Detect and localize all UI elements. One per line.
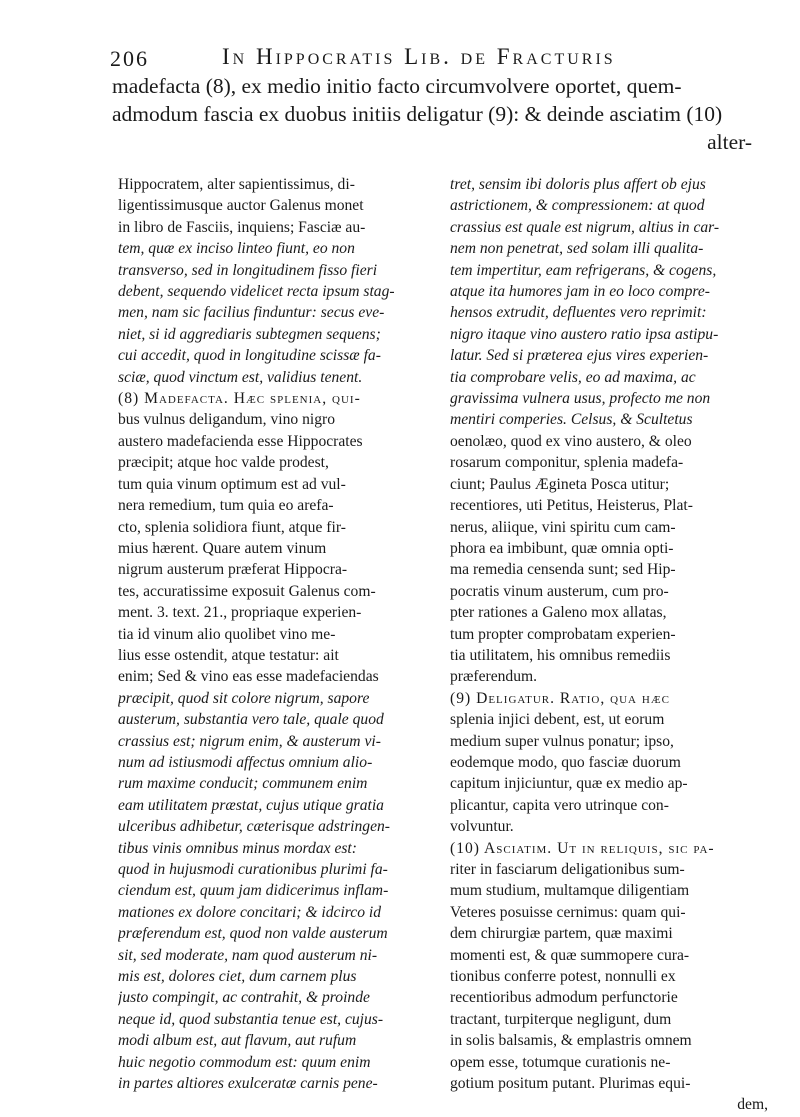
- text-line: tionibus conferre potest, nonnulli ex: [450, 968, 676, 986]
- text-line: ulceribus adhibetur, cæterisque adstringen-: [118, 818, 390, 836]
- note-heading-8: (8) Madefacta. Hæc splenia, qui-: [118, 390, 361, 408]
- page-number: 206: [110, 46, 149, 71]
- text-line: latur. Sed si præterea ejus vires experien-: [450, 347, 709, 365]
- text-line: tem impertitur, eam refrigerans, & cogens,: [450, 261, 717, 279]
- text-line: tractant, turpiterque negligunt, dum: [450, 1010, 672, 1028]
- text-line: tem, quæ ex inciso linteo fiunt, eo non: [118, 240, 355, 258]
- text-line: in partes altiores exulceratæ carnis pene-: [118, 1075, 378, 1093]
- text-line: mis est, dolores ciet, dum carnem plus: [118, 968, 357, 986]
- text-line: phora ea imbibunt, quæ omnia opti-: [450, 539, 674, 557]
- intro-line: alter-: [707, 130, 752, 154]
- text-line: cui accedit, quod in longitudine scissæ fa-: [118, 347, 381, 365]
- text-line: debent, sequendo videlicet recta ipsum stag-: [118, 283, 395, 301]
- text-line: bus vulnus deligandum, vino nigro: [118, 411, 336, 429]
- text-line: nigrum austerum præferat Hippocra-: [118, 561, 348, 579]
- text-line: dem,: [737, 1096, 768, 1114]
- text-line: gravissima vulnera usus, profecto me non: [450, 390, 711, 408]
- text-line: rosarum componitur, splenia madefa-: [450, 454, 684, 472]
- text-line: crassius est; nigrum enim, & austerum vi-: [118, 732, 381, 750]
- text-line: cto, splenia solidiora fiunt, atque fir-: [118, 518, 346, 536]
- text-line: præferendum est, quod non valde austerum: [118, 925, 388, 943]
- text-line: lius esse ostendit, atque testatur: ait: [118, 646, 339, 664]
- text-line: in solis balsamis, & emplastris omnem: [450, 1032, 692, 1050]
- text-line: astrictionem, & compressionem: at quod: [450, 197, 705, 215]
- text-line: ciunt; Paulus Ægineta Posca utitur;: [450, 475, 670, 493]
- text-line: tes, accuratissime exposuit Galenus com-: [118, 582, 376, 600]
- text-line: tia utilitatem, his omnibus remediis: [450, 646, 671, 664]
- text-line: tum quia vinum optimum est ad vul-: [118, 475, 346, 493]
- text-line: præcipit, quod sit colore nigrum, sapore: [118, 689, 370, 707]
- text-line: capitum injiciuntur, quæ ex medio ap-: [450, 775, 688, 793]
- text-line: recentiores, uti Petitus, Heisterus, Plat-: [450, 497, 693, 515]
- text-line: ligentissimusque auctor Galenus monet: [118, 197, 364, 215]
- text-line: in libro de Fasciis, inquiens; Fasciæ au-: [118, 218, 366, 236]
- text-line: volvuntur.: [450, 818, 514, 836]
- running-header: [110, 44, 770, 74]
- text-line: mationes ex dolore concitari; & idcirco id: [118, 903, 382, 921]
- text-line: medium super vulnus ponatur; ipso,: [450, 732, 674, 750]
- text-line: transverso, sed in longitudinem fisso fieri: [118, 261, 378, 279]
- text-line: Veteres posuisse cernimus: quam qui-: [450, 903, 686, 921]
- text-line: oenolæo, quod ex vino austero, & oleo: [450, 432, 692, 450]
- text-line: atque ita humores jam in eo loco compre-: [450, 283, 710, 301]
- text-line: plicantur, capita vero utrinque con-: [450, 796, 669, 814]
- text-line: tibus vinis omnibus minus mordax est:: [118, 839, 357, 857]
- text-line: neque id, quod substantia tenue est, cujus-: [118, 1010, 384, 1028]
- text-line: dem chirurgiæ partem, quæ maximi: [450, 925, 673, 943]
- text-line: mentiri comperies. Celsus, & Scultetus: [450, 411, 693, 429]
- text-line: eam utilitatem præstat, cujus utique gratia: [118, 796, 384, 814]
- text-line: pocratis vinum austerum, cum pro-: [450, 582, 669, 600]
- text-line: momenti est, & quæ summopere cura-: [450, 946, 690, 964]
- note-heading-9: (9) Deligatur. Ratio, qua hæc: [450, 689, 670, 707]
- text-line: enim; Sed & vino eas esse madefaciendas: [118, 668, 379, 686]
- commentary-right-column: [450, 174, 768, 1116]
- text-line: gotium positum putant. Plurimas equi-: [450, 1075, 691, 1093]
- text-line: tia id vinum alio quolibet vino me-: [118, 625, 336, 643]
- text-line: recentioribus admodum perfunctorie: [450, 989, 678, 1007]
- text-line: tret, sensim ibi doloris plus affert ob ejus: [450, 176, 706, 193]
- text-line: Hippocratem, alter sapientissimus, di-: [118, 176, 355, 193]
- text-line: præcipit; atque hoc valde prodest,: [118, 454, 329, 472]
- text-line: ma remedia censenda sunt; sed Hip-: [450, 561, 676, 579]
- text-line: modi album est, aut flavum, aut rufum: [118, 1032, 357, 1050]
- text-line: austerum, substantia vero tale, quale quod: [118, 711, 384, 729]
- text-line: niet, si id aggrediaris subtegmen sequens;: [118, 325, 381, 343]
- text-line: men, nam sic facilius finduntur: secus eve-: [118, 304, 385, 322]
- text-line: crassius est quale est nigrum, altius in car-: [450, 218, 720, 236]
- intro-line: admodum fascia ex duobus initiis deligatur (9): & deinde asciatim (10): [112, 102, 723, 126]
- text-line: riter in fasciarum deligationibus sum-: [450, 861, 685, 878]
- text-line: ment. 3. text. 21., propriaque experien-: [118, 604, 362, 622]
- text-line: eodemque modo, quo fasciæ duorum: [450, 753, 681, 771]
- text-line: justo compingit, ac contrahit, & proinde: [118, 989, 370, 1007]
- text-line: sciæ, quod vinctum est, validius tenent.: [118, 368, 363, 386]
- text-line: rum maxime conducit; communem enim: [118, 775, 368, 793]
- text-line: quod in hujusmodi curationibus plurimi fa-: [118, 861, 388, 878]
- text-line: nera remedium, tum quia eo arefa-: [118, 497, 334, 515]
- text-line: pter rationes a Galeno mox allatas,: [450, 604, 667, 622]
- text-line: præferendum.: [450, 668, 538, 686]
- text-line: opem esse, totumque curationis ne-: [450, 1053, 671, 1071]
- text-line: num ad istiusmodi affectus omnium alio-: [118, 753, 373, 771]
- text-line: huic negotio commodum est: quum enim: [118, 1053, 371, 1071]
- text-line: austero madefacienda esse Hippocrates: [118, 432, 363, 450]
- text-line: splenia injici debent, est, ut eorum: [450, 711, 665, 729]
- text-line: nerus, aliique, vini spiritu cum cam-: [450, 518, 676, 536]
- text-line: ciendum est, quum jam didicerimus inflam-: [118, 882, 389, 900]
- text-line: mum studium, multamque diligentiam: [450, 882, 690, 900]
- text-line: nigro itaque vino austero ratio ipsa astipu-: [450, 325, 719, 343]
- text-line: sit, sed moderate, nam quod austerum ni-: [118, 946, 378, 964]
- intro-paragraph: [112, 72, 752, 156]
- intro-line: madefacta (8), ex medio initio facto circumvolvere oportet, quem-: [112, 74, 682, 98]
- note-heading-10: (10) Asciatim. Ut in reliquis, sic pa-: [450, 839, 715, 857]
- running-title: In Hippocratis Lib. de Fracturis: [222, 44, 616, 69]
- text-line: mius hærent. Quare autem vinum: [118, 539, 327, 557]
- text-line: tum propter comprobatam experien-: [450, 625, 676, 643]
- commentary-left-column: [118, 174, 430, 1094]
- text-line: hensos extrudit, defluentes vero reprimit:: [450, 304, 707, 322]
- text-line: tia comprobare velis, eo ad maxima, ac: [450, 368, 696, 386]
- text-line: nem non penetrat, sed solam illi qualita-: [450, 240, 704, 258]
